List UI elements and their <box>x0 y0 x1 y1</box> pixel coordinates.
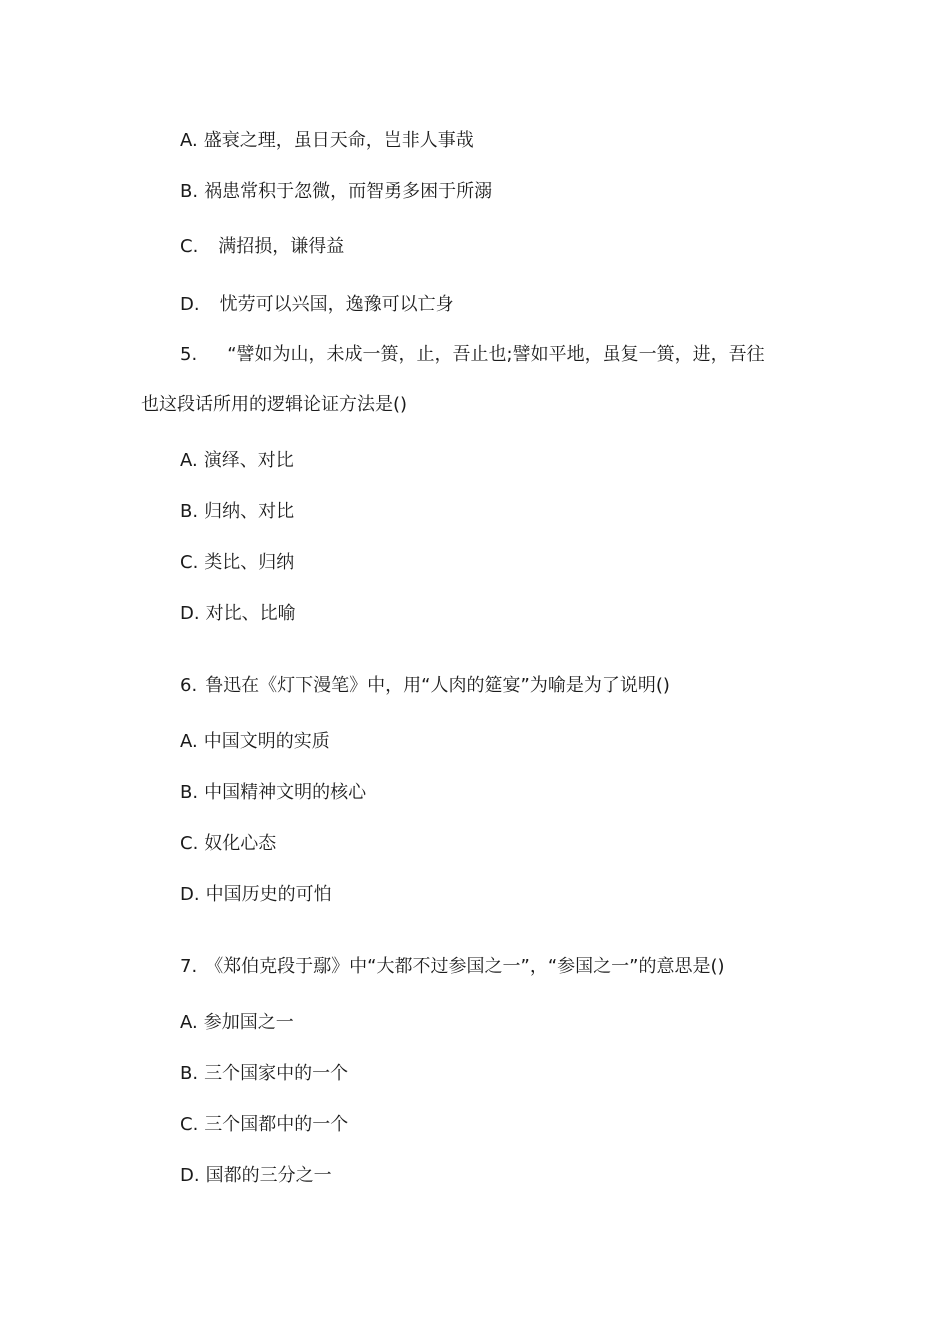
option-c <box>180 236 344 258</box>
option-d <box>180 884 332 906</box>
option-label: A. <box>180 1012 198 1033</box>
question-text: 也这段话所用的逻辑论证方法是() <box>141 394 408 415</box>
option-text: 三个国都中的一个 <box>204 1114 349 1135</box>
option-label: B. <box>180 782 199 803</box>
question-6-stem <box>180 675 670 697</box>
option-label: C. <box>180 833 199 854</box>
option-c <box>180 1114 348 1136</box>
question-text: 《郑伯克段于鄢》中“大都不过参国之一”，“参国之一”的意思是() <box>205 956 725 977</box>
option-d <box>180 294 454 316</box>
option-text: 演绎、对比 <box>203 450 294 471</box>
option-b <box>180 501 294 523</box>
option-text: 满招损，谦得益 <box>218 236 345 257</box>
option-text: 祸患常积于忽微，而智勇多困于所溺 <box>204 181 493 202</box>
option-label: A. <box>180 450 198 471</box>
option-text: 中国文明的实质 <box>203 731 330 752</box>
option-label: B. <box>180 181 199 202</box>
option-text: 国都的三分之一 <box>205 1165 332 1186</box>
option-b <box>180 181 492 203</box>
question-number: 5. <box>180 344 198 365</box>
option-label: C. <box>180 552 199 573</box>
option-b <box>180 1063 348 1085</box>
option-label: C. <box>180 236 199 257</box>
option-label: B. <box>180 1063 199 1084</box>
option-a <box>180 731 330 753</box>
option-d <box>180 1165 332 1187</box>
option-text: 中国精神文明的核心 <box>204 782 367 803</box>
option-d <box>180 603 296 625</box>
option-text: 类比、归纳 <box>204 552 295 573</box>
option-text: 忧劳可以兴国，逸豫可以亡身 <box>219 294 454 315</box>
option-text: 奴化心态 <box>204 833 277 854</box>
option-text: 中国历史的可怕 <box>205 884 332 905</box>
option-c <box>180 833 276 855</box>
option-a <box>180 130 474 152</box>
option-label: A. <box>180 731 198 752</box>
option-label: D. <box>180 603 200 624</box>
option-label: D. <box>180 294 200 315</box>
option-text: 对比、比喻 <box>205 603 296 624</box>
question-5-stem <box>180 344 765 366</box>
option-text: 盛衰之理，虽日天命，岂非人事哉 <box>203 130 474 151</box>
question-number: 6. <box>180 675 198 696</box>
option-text: 三个国家中的一个 <box>204 1063 349 1084</box>
option-c <box>180 552 294 574</box>
option-a <box>180 450 294 472</box>
option-text: 归纳、对比 <box>204 501 295 522</box>
option-label: D. <box>180 884 200 905</box>
option-label: B. <box>180 501 199 522</box>
option-label: D. <box>180 1165 200 1186</box>
option-label: A. <box>180 130 198 151</box>
option-label: C. <box>180 1114 199 1135</box>
option-b <box>180 782 366 804</box>
question-text: 鲁迅在《灯下漫笔》中，用“人肉的筵宴”为喻是为了说明() <box>205 675 670 696</box>
question-7-stem <box>180 956 725 978</box>
question-text: “譬如为山，未成一篑，止，吾止也;譬如平地，虽复一篑，进，吾往 <box>227 344 765 365</box>
question-number: 7. <box>180 956 198 977</box>
question-5-stem-cont <box>141 394 407 416</box>
option-text: 参加国之一 <box>203 1012 294 1033</box>
option-a <box>180 1012 294 1034</box>
